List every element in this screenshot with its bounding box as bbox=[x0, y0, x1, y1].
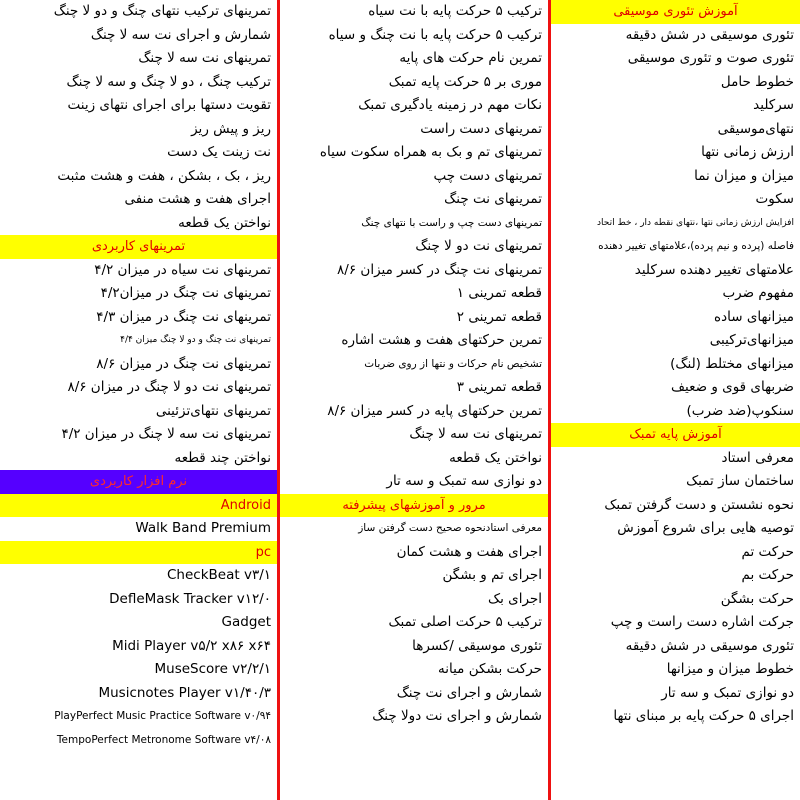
list-item: MuseScore v۲/۲/۱ bbox=[154, 661, 271, 677]
list-item: فاصله (پرده و نیم پرده)،علامتهای تغییر دهنده bbox=[598, 240, 794, 252]
list-item: تمرینهای نت سیاه در میزان ۴/۲ bbox=[94, 261, 271, 278]
list-item: تمرینهای نت چنگ bbox=[444, 191, 542, 207]
list-item: حرکت تم bbox=[741, 543, 794, 560]
section-header: مرور و آموزشهای پیشرفته bbox=[280, 494, 548, 518]
list-item: سکوت bbox=[755, 191, 794, 207]
list-item: شمارش و اجرای نت دولا چنگ bbox=[372, 708, 542, 724]
list-item: اجرای ۵ حرکت پایه بر مبنای نتها bbox=[613, 708, 794, 724]
list-item: شمارش و اجرای نت سه لا چنگ bbox=[90, 26, 271, 43]
list-item: دو نوازی سه تمبک و سه تار bbox=[386, 473, 542, 489]
list-item: CheckBeat v۳/۱ bbox=[167, 567, 271, 583]
list-item: نحوه نشستن و دست گرفتن تمبک bbox=[604, 496, 794, 513]
list-item: تمرینهای نت چنگ و دو لا چنگ میزان ۴/۴ bbox=[120, 335, 271, 345]
list-item: خطوط حامل bbox=[720, 73, 794, 90]
list-item: تشخیص نام حرکات و نتها از روی ضربات bbox=[364, 357, 542, 370]
list-item: تمرینهای نت چنگ در میزان ۸/۶ bbox=[96, 355, 271, 372]
left-column bbox=[0, 0, 277, 800]
list-item: علامتهای تغییر دهنده سرکلید bbox=[634, 261, 794, 278]
section-header: pc bbox=[0, 541, 277, 565]
right-column bbox=[548, 0, 800, 800]
list-item: مفهوم ضرب bbox=[722, 285, 794, 301]
list-item: میزانهای ساده bbox=[714, 308, 794, 325]
list-item: ریز ، بک ، بشکن ، هفت و هشت مثبت bbox=[57, 167, 271, 184]
list-item: سرکلید bbox=[753, 97, 794, 113]
list-item: تمرینهای تم و بک به همراه سکوت سیاه bbox=[319, 144, 542, 160]
list-item: تمرین حرکتهای پایه در کسر میزان ۸/۶ bbox=[327, 402, 542, 419]
list-item: تمرینهای نت چنگ در میزان۴/۲ bbox=[100, 285, 271, 301]
list-item: تمرین نام حرکت های پایه bbox=[399, 50, 542, 66]
section-header: آموزش تئوری موسیقی bbox=[551, 0, 800, 24]
section-header: Android bbox=[0, 494, 277, 518]
section-header: نرم افزار کاربردی bbox=[0, 470, 277, 494]
list-item: تمرینهای ترکیب نتهای چنگ و دو لا چنگ bbox=[53, 3, 271, 19]
list-item: Musicnotes Player v۱/۴۰/۳ bbox=[98, 684, 271, 701]
list-item: ضربهای قوی و ضعیف bbox=[671, 379, 794, 395]
list-item: تئوری موسیقی در شش دقیقه bbox=[625, 26, 794, 43]
list-item: افزایش ارزش زمانی نتها ،نتهای نقطه دار ، خط اتحاد bbox=[597, 217, 794, 228]
list-item: تمرینهای دست چپ و راست با نتهای چنگ bbox=[361, 216, 542, 229]
list-item: نواختن یک قطعه bbox=[449, 449, 542, 466]
list-item: تمرینهای دست چپ bbox=[433, 167, 542, 184]
list-item: خطوط میزان و میزانها bbox=[666, 661, 794, 677]
list-item: ترکیب ۵ حرکت پایه با نت سیاه bbox=[368, 3, 542, 19]
list-item: تمرینهای نت چنگ در میزان ۴/۳ bbox=[96, 308, 271, 325]
list-item: نواختن یک قطعه bbox=[178, 214, 271, 231]
list-item: میزانهای مختلط (لنگ) bbox=[670, 355, 794, 372]
list-item: موری بر ۵ حرکت پایه تمبک bbox=[388, 73, 542, 90]
list-item: تمرینهای نت دو لا چنگ bbox=[415, 238, 542, 254]
section-header: آموزش پایه تمبک bbox=[551, 423, 800, 447]
list-item: PlayPerfect Music Practice Software v۰/۹۴ bbox=[54, 710, 271, 722]
list-item: تئوری موسیقی در شش دقیقه bbox=[625, 637, 794, 654]
list-item: سنکوپ(ضد ضرب) bbox=[686, 402, 794, 419]
list-item: تمرینهای نت سه لا چنگ bbox=[138, 50, 271, 66]
list-item: ارزش زمانی نتها bbox=[701, 144, 794, 160]
list-item: ترکیب چنگ ، دو لا چنگ و سه لا چنگ bbox=[66, 73, 271, 90]
list-item: نواختن چند قطعه bbox=[174, 449, 271, 466]
list-item: اجرای بک bbox=[488, 590, 542, 607]
list-item: قطعه تمرینی ۲ bbox=[456, 308, 542, 325]
section-header: تمرینهای کاربردی bbox=[0, 235, 277, 259]
list-item: نت زینت یک دست bbox=[167, 144, 271, 160]
list-item: ساختمان ساز تمبک bbox=[686, 473, 794, 489]
middle-column bbox=[277, 0, 548, 800]
list-item: تمرینهای نت چنگ در کسر میزان ۸/۶ bbox=[337, 261, 542, 278]
list-item: معرفی استادنحوه صحیح دست گرفتن ساز bbox=[358, 522, 542, 534]
list-item: حرکت بشگن bbox=[720, 590, 794, 607]
list-item: قطعه تمرینی ۱ bbox=[456, 285, 542, 301]
list-item: اجرای تم و بشگن bbox=[442, 567, 542, 583]
list-item: دو نوازی تمبک و سه تار bbox=[661, 684, 794, 701]
list-item: ریز و پیش ریز bbox=[191, 120, 271, 137]
list-item: Gadget bbox=[221, 614, 271, 630]
list-item: تمرین حرکتهای هفت و هشت اشاره bbox=[341, 332, 542, 348]
list-item: تمرینهای نت دو لا چنگ در میزان ۸/۶ bbox=[67, 379, 271, 395]
list-item: اجرای هفت و هشت کمان bbox=[396, 543, 542, 560]
list-item: ترکیب ۵ حرکت پایه با نت چنگ و سیاه bbox=[328, 26, 542, 43]
list-item: Midi Player v۵/۲ x۸۶ x۶۴ bbox=[112, 637, 271, 654]
list-item: معرفی استاد bbox=[721, 449, 794, 466]
list-item: تمرینهای نت سه لا چنگ در میزان ۴/۲ bbox=[61, 426, 271, 442]
list-item: جرکت اشاره دست راست و چپ bbox=[610, 614, 794, 630]
list-item: میزانهای‌ترکیبی bbox=[709, 332, 794, 348]
list-item: DefleMask Tracker v۱۲/۰ bbox=[109, 590, 271, 607]
list-item: تمرینهای نت سه لا چنگ bbox=[409, 426, 542, 442]
list-item: قطعه تمرینی ۳ bbox=[456, 379, 542, 395]
list-item: تمرینهای نتهای‌تزئینی bbox=[155, 402, 271, 419]
list-item: تئوری صوت و تئوری موسیقی bbox=[627, 50, 794, 66]
list-item: میزان و میزان نما bbox=[694, 167, 794, 184]
list-item: حرکت بشکن میانه bbox=[437, 661, 542, 677]
list-item: ترکیب ۵ حرکت اصلی تمبک bbox=[388, 614, 542, 630]
list-item: حرکت بم bbox=[741, 567, 794, 583]
list-item: اجرای هفت و هشت منفی bbox=[124, 191, 271, 207]
list-item: تئوری موسیقی /کسرها bbox=[412, 637, 542, 654]
list-item: نکات مهم در زمینه یادگیری تمبک bbox=[358, 97, 542, 113]
list-item: تقویت دستها برای اجرای نتهای زینت bbox=[67, 97, 271, 113]
list-item: TempoPerfect Metronome Software v۴/۰۸ bbox=[56, 733, 271, 746]
list-item: نتهای‌موسیقی bbox=[717, 120, 794, 137]
list-item: تمرینهای دست راست bbox=[420, 120, 542, 137]
list-item: Walk Band Premium bbox=[135, 520, 271, 536]
list-item: شمارش و اجرای نت چنگ bbox=[396, 684, 542, 701]
list-item: توصیه هایی برای شروع آموزش bbox=[617, 520, 794, 536]
